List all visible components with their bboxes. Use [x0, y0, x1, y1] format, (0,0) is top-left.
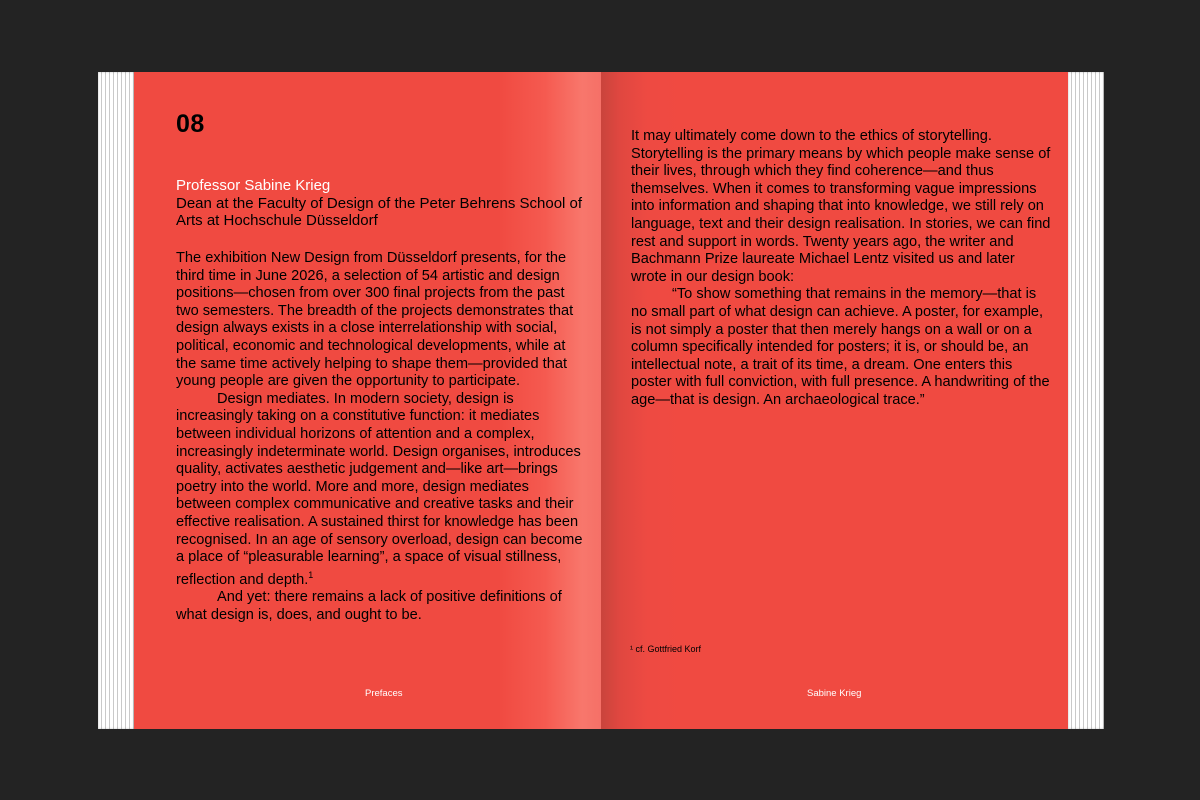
- paragraph: The exhibition New Design from Düsseldorf presents, for the third time in June 2026, a selection of 54 artistic and design positions—chosen from over 300 final projects from the past two semesters. The breadth of the projects demonstrates that design always exists in a close interrelationship with social, political, economic and technological developments, while at the same time actively helping to shape them—provided that young people are given the opportunity to participate.: [176, 250, 574, 390]
- left-page: [134, 72, 601, 729]
- paragraph-text: Design mediates. In modern society, design is increasingly taking on a constitutive function: it mediates between individual horizons of attention and a complex, increasingly indeterminate world. Design organises, introduces quality, activates aesthetic judgement and—like art—brings poetry into the world. More and more, design mediates between complex communicative and creative tasks and their effective realisation. A sustained thirst for knowledge has been recognised. In an age of sensory overload, design can become a place of “pleasurable learning”, a space of visual stillness, reflection and depth.: [176, 390, 583, 588]
- paragraph: It may ultimately come down to the ethics of storytelling. Storytelling is the primary means by which people make sense of their lives, through which they find coherence—and thus themselves. When it comes to transforming vague impressions into information and shaping that into knowledge, we still rely on language, text and their design realisation. In stories, we can find rest and support in words. Twenty years ago, the writer and Bachmann Prize laureate Michael Lentz visited us and later wrote in our design book:: [631, 128, 1051, 285]
- paragraph: And yet: there remains a lack of positive definitions of what design is, does, and ought to be.: [176, 589, 562, 623]
- running-footer: Prefaces: [365, 688, 403, 699]
- left-page-edges: [98, 72, 134, 729]
- right-page-edges: [1068, 72, 1104, 729]
- running-footer: Sabine Krieg: [807, 688, 862, 699]
- paragraph: [176, 391, 588, 589]
- author-block: [176, 177, 586, 230]
- quote-paragraph: “To show something that remains in the memory—that is no small part of what design can achieve. A poster, for example, is not simply a poster that then merely hangs on a wall or on a column specifically intended for posters; it is, or should be, an intellectual note, a trait of its time, a dream. One enters this poster with full conviction, with full presence. A handwriting of the age—that is design. An archaeological trace.”: [631, 286, 1050, 408]
- page-number: 08: [176, 110, 205, 138]
- footnote: ¹ cf. Gottfried Korf: [630, 644, 702, 654]
- author-name: Professor Sabine Krieg: [176, 177, 331, 194]
- left-body-text: [176, 250, 588, 624]
- right-body-text: [631, 128, 1051, 410]
- footnote-marker: 1: [308, 569, 314, 580]
- author-role: Dean at the Faculty of Design of the Peter Behrens School of Arts at Hochschule Düsseldorf: [176, 194, 583, 230]
- right-page: [601, 72, 1068, 729]
- open-book: [98, 72, 1104, 729]
